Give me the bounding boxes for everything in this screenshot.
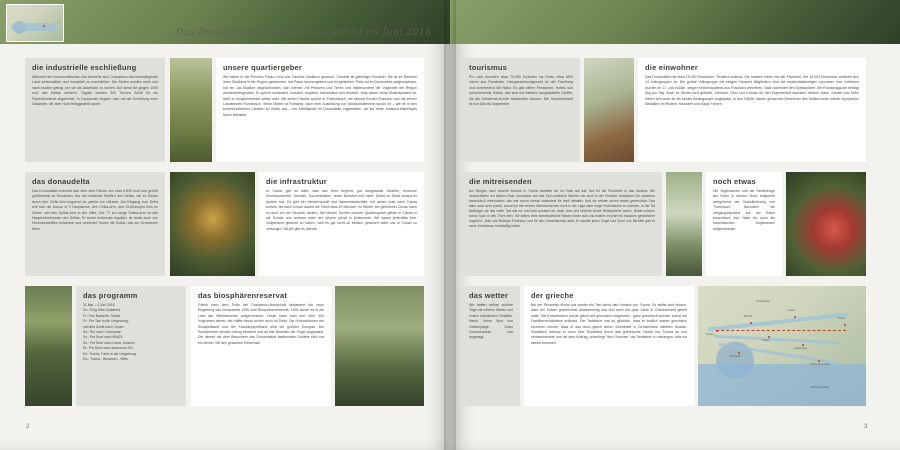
reed-marsh-photo bbox=[170, 58, 212, 162]
card-das-wetter bbox=[462, 286, 520, 406]
red-poppy-photo bbox=[786, 172, 866, 276]
goat-photo bbox=[584, 58, 634, 162]
danube-delta-map bbox=[698, 286, 866, 406]
book-gutter bbox=[444, 0, 456, 450]
list-item: Sa.: Per nach Caraorman bbox=[83, 330, 122, 335]
page-number-left: 2 bbox=[26, 424, 30, 430]
map-label: Sulina bbox=[838, 317, 846, 320]
map-label: Sfântu Gheorghe bbox=[810, 363, 830, 366]
heading-noch-etwas: noch etwas bbox=[713, 177, 756, 186]
heading-mitreisenden: die mitreisenden bbox=[469, 177, 532, 186]
heading-donaudelta: das donaudelta bbox=[32, 177, 90, 186]
body-grieche: Bei der Rückreise führte uns wieder ein Taxi durch das Umland von Tulcea. Es stellte sich heraus, dass der Fahrer griechischer Abstammung war und auch ein paar Jahre in Griechenland gelebt hatte. Die Konversation wurde gleich auf griechisch fortgesetzt - ganz griechisch wurden zuerst die Familienverhältnisse erläutert. Der Taxifahrer war so glücklich, dass er endlich wieder griechisch sprechen konnte, dass er das auch gleich seiner Schwester in Deutschland mitteilen musste. Zusätzlich schloss er noch eine Rundfahrt durch das griechische Viertel von Tulcea an und verabschiedete uns mit dem Auftrag, unbedingt "den Griechen" als Taxifahrer zu verlangen, falls wir wieder kommen. bbox=[531, 303, 687, 345]
card-der-grieche bbox=[524, 286, 694, 406]
europe-locator-map bbox=[6, 4, 64, 42]
list-item: Fr.: Taxi Bukarest-Tulcea bbox=[83, 313, 121, 318]
card-industrielle-erschliessung bbox=[25, 58, 165, 162]
bee-eater-bird-photo bbox=[170, 172, 255, 276]
list-item: Di.: Per Boot nach anaorman-Ort bbox=[83, 346, 133, 351]
map-label: Schwarzes Meer bbox=[810, 386, 830, 389]
heading-programm: das programm bbox=[83, 291, 138, 300]
delta-channel-photo bbox=[25, 286, 72, 406]
map-label: Donaudelta bbox=[756, 300, 770, 303]
list-item: Do.: Tulcea - Bukarest – Wien bbox=[83, 357, 129, 362]
map-label: Tulcea bbox=[706, 333, 714, 336]
map-label: Mila 23 bbox=[744, 315, 753, 318]
heading-grieche: der grieche bbox=[531, 291, 574, 300]
list-item: 31.Mai – 4.Juni 2018 bbox=[83, 303, 115, 307]
card-tourismus bbox=[462, 58, 580, 162]
body-biosphaerenreservat: Gleich nach dem Ende der Ceaușescu-Herrschaft deklarierte die neue Regierung das Donaudelta 1990 zum Biosphärenreservat. 1993 wurde es in die Liste der Weltnaturerbe aufgenommen. Heute kann man dort über 300 Vogelarten sehen, die Hälfte davon brüten auch im Delta. Die Hörkokolonien der Rosapelikane und der Krauskopfpelikane sind die größten Europas. Die Schutzzonen werden streng bewacht und an alle Bruteilen der Vögel angepasst. Die derzeit mit dem Besuchern des Donaudeltas bestimmten Gebiete sind nur ein kleiner Teil des gesamten Reservats. bbox=[198, 303, 324, 345]
card-die-infrastruktur bbox=[259, 172, 424, 276]
list-item: So.: Per Boot nach Letea, Kutsche bbox=[83, 340, 136, 345]
pelican-photo bbox=[666, 172, 702, 276]
card-noch-etwas bbox=[706, 172, 782, 276]
heading-wetter: das wetter bbox=[469, 291, 509, 300]
list-item: So.: Per Boot nach Mila23 bbox=[83, 335, 123, 340]
map-label: Caraorman bbox=[794, 347, 807, 350]
heading-einwohner: die einwohner bbox=[645, 63, 699, 72]
card-die-mitreisenden bbox=[462, 172, 662, 276]
body-mitreisenden: Am Morgen nach unserer Anreise in Tulcea warteten wir im Hotel auf das Taxi für die Rundfahrt in das Umland. Wir beobachteten ein älteres Paar, besonders auf das Taxi-rundfahrt! Wahren sie auch in der Pension Volsisikouf Sie sprachen französisch miteinander; das war schon einmal zumindest für mich attraktiv. Und sie wirkten schon etwas gebrechlich. Das wäre auch sehr positiv, zumal ich mit meinen Wehwechschen nicht in der Lage wäre lange Fußmärsche zu machen. In der Tat bestiegen sie das selbe Taxi wie wir und bald wussten wir, dass Jean und Michéle ideale Reisepartner waren. Beide müssen schon hoch in den 70ern sein. Sie hatten viele abenteuerliche Reisen hinter sich und wollten es jetzt ein bisschen gemütlicher angehen. Jean war Biologie-Professor und für den Umweltschutz aktiv. Er kannte jeden Vogel und Zuruf von Michéle gab er seine Kenntnisse bereitwillig weiter. bbox=[469, 189, 655, 228]
body-donaudelta: Das Donaudelta erstreckt sich über eine Fläche von etwa 5.800 km2 und gehört größtenteils zu Rumänien. Nur der nördliche Streifen des Deltas, der im Süden durch den Chilia-Arm begrenzt ist, gehört zur Ukraine. Am Eingang zum Delta teilt sich die Donau in 3 Hauptarme, den Chilia-Arm, den St.Gheorghe-Arm im Süden und den Sulina-Arm in der Mitte. Der 71 km lange Sulina-Arm ist alle Hauptverkehrsader des Deltas. Er wurde mehrmals reguliert. Ist heute auch von Hochseeschiffen befahrbar und verbindet Tulcea mit Sulina, das am Schwarzen Meer. bbox=[32, 189, 158, 231]
card-die-einwohner bbox=[638, 58, 866, 162]
card-das-programm bbox=[76, 286, 186, 406]
body-industrielle: Während der kommunistischen Ära bemühte sich Ceaușescu das beschilegende Land wirtschaftlich und industriell zu erschließen. Die Böden wurden nach und nach trocken gelegt, um sie als Ackerland zu nutzen. Auf diese Art gingen 1000 km2 des Deltas verloren. Täglich wurden 300 Tonnen Schilf für ein Papierkombinat abgeerntet. In Caraorman begann man mit der Errichtung einer Glashütte, die aber nicht fertiggestellt wurde. bbox=[32, 75, 158, 107]
card-biosphaerenreservat bbox=[191, 286, 331, 406]
heading-tourismus: tourismus bbox=[469, 63, 508, 72]
heading-industrielle: die industrielle eschließung bbox=[32, 63, 137, 72]
card-das-donaudelta bbox=[25, 172, 165, 276]
programm-list bbox=[76, 303, 186, 368]
heading-quartiergeber: unsere quartiergeber bbox=[223, 63, 303, 72]
header-photo-strip-right bbox=[450, 0, 900, 44]
body-tourismus: Pro Jahr kommen etwa 70.000 Touristen ins Delta, etwa 60% davon aus Rumänien. Hauptanziehungspunkt ist der Fischfang und zunehmend die Natur. Es gibt kleine Pensionen, Hotels und schwimmende Hotels, das sind mit Kabinen ausgestattete Schiffe, die als Dreisterne-Kunde bestaunten können. Die Hauptreisezeit ist von Mai bis September. bbox=[469, 75, 573, 107]
right-page bbox=[450, 0, 900, 450]
list-item: Do.: Flug Wien-Bukarest bbox=[83, 308, 120, 313]
body-infrastruktur: In Tulcea gibt es alles, was das Herz begehrt, gut ausgebaute Straßen, moderne Hochhausviertel, Schulen, Souvenirläden, einen Bahnhof und mehr. Direkt im Delta schaut es anders aus. Es gibt ein Verkehrsschiff und Sammeltaxischiffe, mit denen man nach Tulcea kommt, bis nach Crișan dauert die Fahrt etwa 45 Minuten. Im Winter, bei gefrorener Donau kann es auch ein der Stunden dauern. Die beiden Töchter unserer Quartiergeber gehen in Tulcea in die Schule und wohnen unter der Woche privat in Untermiete. Wir waren jedenfalls froh, Vollpension gebucht zu haben, weil es gar nicht so einfach gewesen wäre uns in Crișan zu versorgen. WLAN gibt es überall. bbox=[266, 189, 417, 231]
page-number-right: 3 bbox=[864, 424, 868, 430]
body-quartiergeber: Wir haben in der Pension Parau Lena und Caroline Vasilikou gewohnt. Caroline ist gebürtige Rumänin. Sie ist im Rahmen ihres Studiums in die Region gekommen, hat Parau kennengelernt und ist geblieben. Petru ist im Donaudelta aufgewachsen, hat ein Jus-Studium abgeschlossen, sich intensiv mit Pflanzen und Tieren und insbesondere der Vogelwelt der Region auseinandergesetzt. Er spricht rumänisch, russisch, englisch, französisch und deutsch. Was davon seine Muttersprache ist, weiß er möglicherweise selbst nicht. Mit seiner Familie spricht er Französisch, mit seinem Bruder Russisch und mit seinen Landsleuten Rumänisch. Seine Mutter ist Rumänin; nach ihrer Ausbildung zur Volksschullehrerin wurde ihr – wie es in den kommunistischen Ländern so üblich war – ein Arbeitsplatz im Donaudelta zugewiesen, wo sie einen russisch-stämmigen Mann heiratete. bbox=[223, 75, 417, 117]
book-title: Das Donaudelta, gesehen und erlebt im Juni 2018 bbox=[176, 28, 432, 38]
heading-infrastruktur: die infrastruktur bbox=[266, 177, 327, 186]
list-item: Fr.: Per Taxi in die Umgebung; bbox=[83, 319, 129, 324]
water-lily-photo bbox=[335, 286, 424, 406]
body-einwohner: Das Donaudelta hat etwa 15.000 Einwohner. Tendenz sinkend. Die meisten leben von der Fischerei. Die 15.000 Einwohner anderen sich 14 Volksgruppen zu. Die größte Volksgruppe mit einigen Tausend Mitgliedern sind die russischstämmigen Lipovaner, ihre Vorfahren wurden im 17. und vu18jh. wegen Kirchenspaltens aus Russland vertrieben. Nach dominiert den Speisepläne. Die Fischfangquote beträgt 4kg pro Tag. Auch im Winter wird gefischt. Gemüse, Obst und Kräuter für den Eigenbedarf wachsen hinterm Haus. Schafe und Kühe haben sich auch an die sieden Bedingungen angepasst. In den 1980er Jahren gewannen Einwohner des Deltas immer wieder olympische Medaillen im Rudern, Kanadier und Kajak Fahren. bbox=[645, 75, 859, 107]
list-item: mit dem Schiff nach Crișan bbox=[83, 324, 124, 329]
heading-biosphaerenreservat: das biosphärenreservat bbox=[198, 291, 288, 300]
card-unsere-quartiergeber bbox=[216, 58, 424, 162]
map-label: Letea bbox=[788, 309, 795, 312]
list-item: Mi.: Tulcea, Fahrt in die Umgebung bbox=[83, 351, 136, 356]
map-label: Murighiol bbox=[730, 355, 741, 358]
body-wetter: Wir hatten sieben schöne Tage mit mildem Wetter und einem nächtlichen Gewitter. Nacht. Keine Spur von Gelsenplage. Guter Sonnenschutz war angesagt. bbox=[469, 303, 513, 340]
body-noch-etwas: Die Vogelnamen und die Reihenfolge der Fotos in diesem Buch entspricht weitgehend der Klassifizierung von "Svensson". Nächdem die Umgangssprache auf der Reise französisch war, habe ich auch die französischen Vogelnamen aufgenommen. bbox=[713, 189, 775, 231]
map-label: Crișan bbox=[762, 339, 770, 342]
